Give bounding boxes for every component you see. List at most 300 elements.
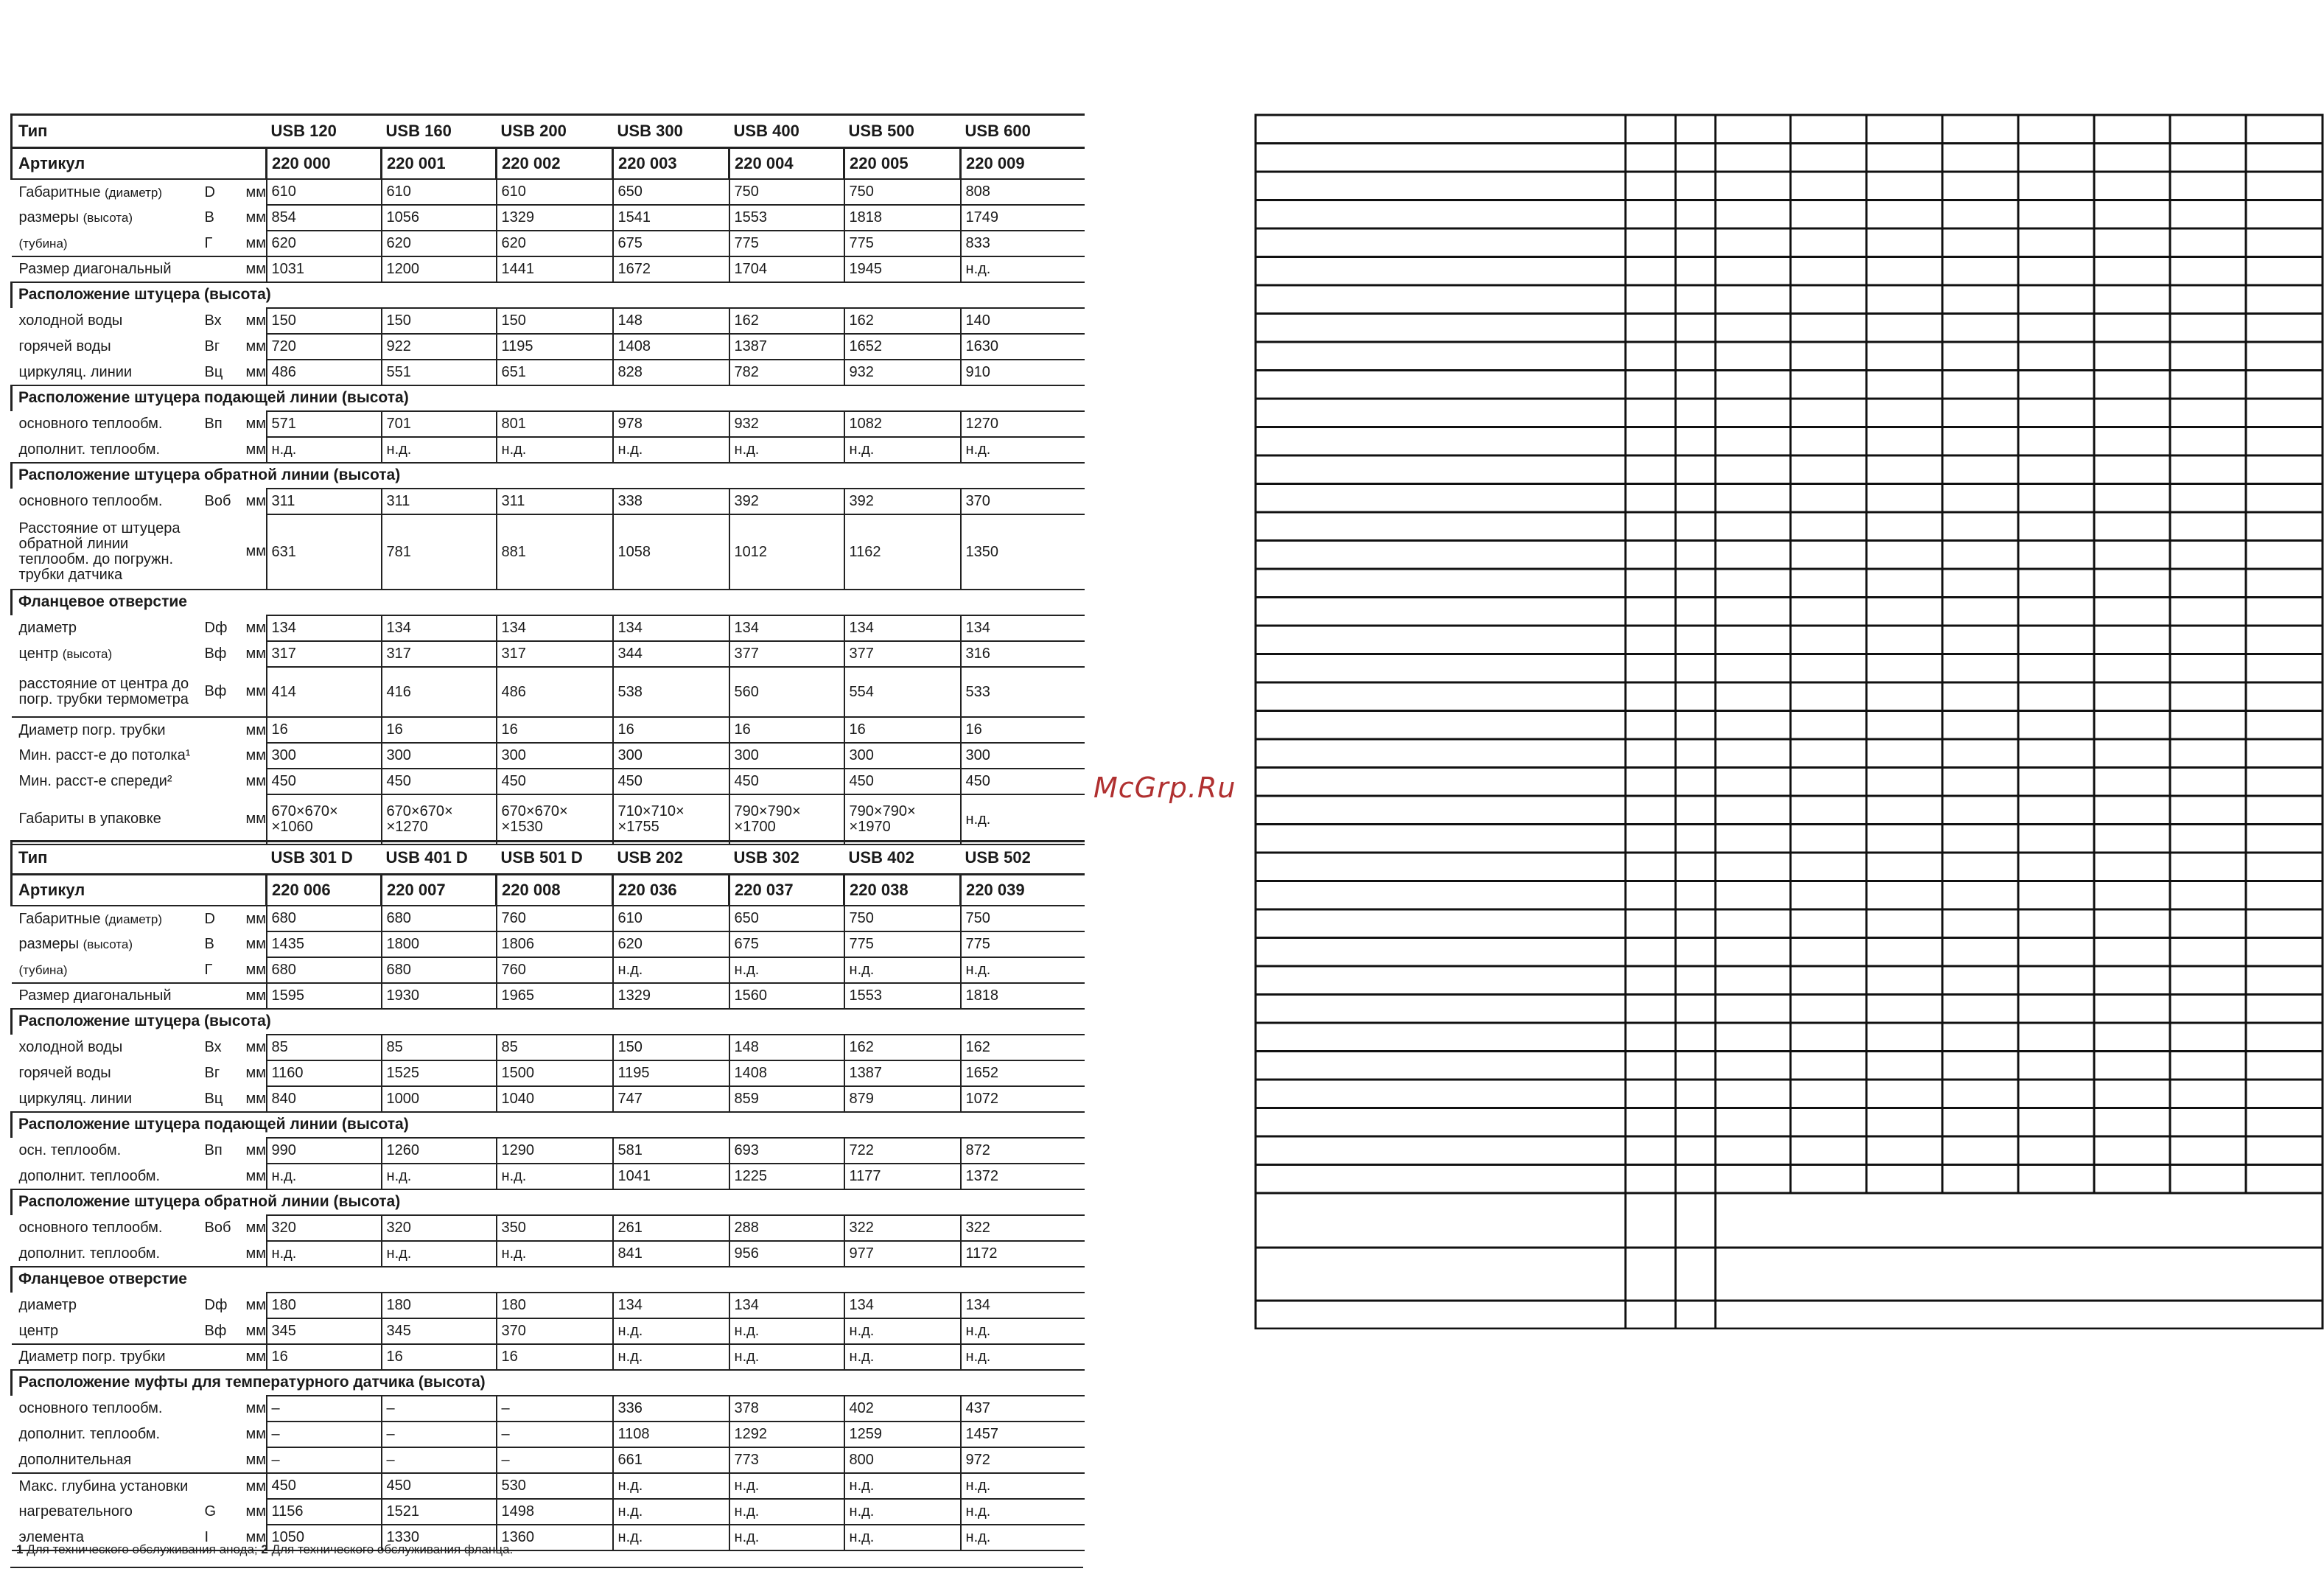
value-cell: 1672 [613,256,729,282]
value-cell: 344 [613,641,729,667]
value-cell: 631 [267,514,382,590]
model-name: USB 501 D [497,842,613,875]
row-unit: мм [245,441,266,458]
row-unit: мм [245,363,266,380]
footnote-2-marker: 2 [261,1542,268,1556]
value-cell: 1360 [497,1525,613,1550]
article-code: 220 037 [729,875,844,906]
value-cell: 437 [961,1396,1085,1422]
row-unit: мм [245,683,266,699]
table-row [12,308,1085,334]
value-cell: 450 [267,769,382,794]
value-cell: н.д. [844,957,961,983]
value-cell: 879 [844,1086,961,1112]
value-cell: 840 [267,1086,382,1112]
row-label-cell [12,1241,200,1267]
value-cell: н.д. [267,1241,382,1267]
value-cell: 16 [267,1344,382,1370]
value-cell: н.д. [961,1344,1085,1370]
value-cell: н.д. [497,1164,613,1189]
row-unit: мм [242,1525,267,1550]
value-cell: 311 [267,489,382,514]
blank-grid-svg [1254,113,2324,1329]
value-cell: 750 [844,906,961,931]
value-cell: 1031 [267,256,382,282]
row-label-cell [12,334,200,360]
model-name: USB 300 [613,115,729,148]
table-row [12,1318,1085,1344]
value-cell: 972 [961,1447,1085,1473]
value-cell: 261 [613,1215,729,1241]
table-row [12,1060,1085,1086]
model-name: USB 202 [613,842,729,875]
section-header-row [12,282,1085,308]
value-cell: 790×790× ×1970 [844,794,961,845]
section-title: Расположение штуцера (высота) [12,1009,1085,1035]
value-cell: 322 [961,1215,1085,1241]
value-cell: н.д. [267,437,382,463]
row-symbol [200,1241,242,1267]
article-code: 220 000 [267,148,382,180]
row-label-cell [12,743,200,769]
row-unit: мм [242,256,267,282]
value-cell: 1156 [267,1499,382,1525]
value-cell: 1108 [613,1422,729,1447]
row-label: основного теплообм. [18,493,163,509]
section-title: Расположение штуцера подающей линии (высота) [12,385,1085,411]
value-cell: 134 [844,615,961,641]
table-row [12,1473,1085,1499]
value-cell: 781 [382,514,497,590]
value-cell: 311 [497,489,613,514]
value-cell: 450 [382,1473,497,1499]
value-cell: 1270 [961,411,1085,437]
value-cell: 377 [729,641,844,667]
value-cell: н.д. [729,1473,844,1499]
row-label: дополнит. теплообм. [18,1167,161,1184]
table-row [12,489,1085,514]
row-label: Габаритные [18,910,101,927]
value-cell: 1387 [844,1060,961,1086]
article-code: 220 001 [382,148,497,180]
table-row [12,231,1085,256]
value-cell: 872 [961,1138,1085,1164]
footnote [16,1542,513,1557]
value-cell: 1082 [844,411,961,437]
section-header-row [12,385,1085,411]
row-label-cell [12,1499,200,1525]
value-cell: 841 [613,1241,729,1267]
value-cell: 1050 [267,1525,382,1550]
table-row [12,1035,1085,1060]
row-label-cell [12,931,200,957]
row-label: дополнит. теплообм. [18,441,161,458]
value-cell: 162 [844,1035,961,1060]
value-cell: 680 [382,906,497,931]
section-title: Расположение штуцера (высота) [12,282,1085,308]
value-cell: 300 [844,743,961,769]
table-row [12,769,1085,794]
value-cell: 134 [729,615,844,641]
value-cell: 316 [961,641,1085,667]
row-symbol [200,794,242,845]
value-cell: 680 [267,957,382,983]
row-unit: мм [245,1090,266,1107]
row-symbol: Вх [204,1039,222,1055]
row-label: центр [18,1322,59,1339]
table-row [12,256,1085,282]
row-label: Габаритные [18,183,101,200]
value-cell: 162 [961,1035,1085,1060]
row-sublabel: (тубина) [18,236,68,251]
value-cell: 134 [961,1293,1085,1318]
section-title: Фланцевое отверстие [12,590,1085,615]
value-cell: 338 [613,489,729,514]
row-label: холодной воды [18,312,123,329]
value-cell: 571 [267,411,382,437]
value-cell: 1930 [382,983,497,1009]
footnote-2-text: Для технического обслуживания фланца. [271,1542,514,1556]
row-label: расстояние от центра до погр. трубки термометра [18,675,189,707]
value-cell: н.д. [729,437,844,463]
row-label: холодной воды [18,1039,123,1055]
article-code: 220 039 [961,875,1085,906]
row-symbol: Вф [204,1322,227,1339]
value-cell: н.д. [613,1318,729,1344]
value-cell: 1260 [382,1138,497,1164]
row-label: горячей воды [18,338,111,354]
value-cell: 620 [613,931,729,957]
value-cell: 300 [267,743,382,769]
article-code: 220 002 [497,148,613,180]
value-cell: 773 [729,1447,844,1473]
value-cell: 300 [497,743,613,769]
value-cell: 1441 [497,256,613,282]
table-row [12,1499,1085,1525]
value-cell: 1408 [613,334,729,360]
value-cell: 300 [961,743,1085,769]
section-title: Расположение штуцера подающей линии (высота) [12,1112,1085,1138]
table-2-body [12,842,1085,1551]
row-unit: мм [242,179,267,205]
value-cell: н.д. [267,1164,382,1189]
value-cell: 859 [729,1086,844,1112]
value-cell: н.д. [844,437,961,463]
value-cell: 782 [729,360,844,385]
value-cell: 932 [729,411,844,437]
value-cell: н.д. [961,1525,1085,1550]
value-cell: 1595 [267,983,382,1009]
row-symbol [200,437,242,463]
row-label: Диаметр погр. трубки [18,1349,166,1365]
row-label: размеры [18,936,80,952]
section-header-row [12,463,1085,489]
row-symbol: Вф [204,683,227,699]
row-unit: мм [245,1400,266,1416]
value-cell: 1012 [729,514,844,590]
row-label: дополнительная [18,1451,132,1468]
row-label: горячей воды [18,1065,111,1081]
row-label-cell [12,1060,200,1086]
row-unit: мм [242,983,267,1009]
table-row [12,957,1085,983]
article-code: 220 005 [844,148,961,180]
value-cell: 134 [382,615,497,641]
value-cell: 650 [729,906,844,931]
section-title: Фланцевое отверстие [12,1267,1085,1293]
row-label-cell [12,179,200,205]
value-cell: 701 [382,411,497,437]
value-cell: 551 [382,360,497,385]
value-cell: 530 [497,1473,613,1499]
row-symbol: Воб [204,493,231,509]
spec-table-1 [10,113,1085,845]
value-cell: н.д. [961,256,1085,282]
value-cell: 800 [844,1447,961,1473]
value-cell: н.д. [382,1164,497,1189]
value-cell: 1177 [844,1164,961,1189]
row-unit: мм [242,794,267,845]
row-label-cell [12,717,200,743]
value-cell: 317 [382,641,497,667]
value-cell: н.д. [961,794,1085,845]
value-cell: н.д. [729,957,844,983]
value-cell: 16 [729,717,844,743]
row-label-cell [12,231,200,256]
value-cell: н.д. [729,1344,844,1370]
article-code: 220 036 [613,875,729,906]
value-cell: 670×670× ×1530 [497,794,613,845]
value-cell: 775 [961,931,1085,957]
row-symbol: Вф [204,646,227,662]
row-sublabel: (диаметр) [105,185,163,200]
model-name: USB 301 D [267,842,382,875]
section-header-row [12,1189,1085,1215]
value-cell: 1435 [267,931,382,957]
value-cell: 1259 [844,1422,961,1447]
row-label: Мин. расст-е спереди² [18,773,172,789]
value-cell: 833 [961,231,1085,256]
row-label-cell [12,437,200,463]
row-symbol [200,717,242,743]
table-row [12,514,1085,590]
row-unit: мм [245,338,266,354]
value-cell: 1560 [729,983,844,1009]
value-cell: 134 [613,615,729,641]
value-cell: 450 [961,769,1085,794]
value-cell: 1172 [961,1241,1085,1267]
value-cell: – [267,1422,382,1447]
value-cell: 1965 [497,983,613,1009]
value-cell: 392 [844,489,961,514]
value-cell: 150 [267,308,382,334]
type-label: Тип [12,842,267,875]
value-cell: 1195 [497,334,613,360]
table-row [12,1164,1085,1189]
row-symbol [200,1164,242,1189]
row-unit: мм [245,1220,266,1236]
row-sublabel: (высота) [62,647,113,661]
value-cell: 670×670× ×1060 [267,794,382,845]
value-cell: 1000 [382,1086,497,1112]
table-row [12,1241,1085,1267]
value-cell: 16 [382,1344,497,1370]
row-label: дополнит. теплообм. [18,1245,161,1262]
row-symbol: Вц [204,1090,223,1107]
value-cell: 450 [844,769,961,794]
value-cell: 680 [382,957,497,983]
value-cell: 675 [613,231,729,256]
row-sublabel: (тубина) [18,962,68,977]
value-cell: 1350 [961,514,1085,590]
value-cell: 450 [497,769,613,794]
value-cell: 710×710× ×1755 [613,794,729,845]
value-cell: 581 [613,1138,729,1164]
value-cell: 134 [844,1293,961,1318]
row-symbol [200,769,242,794]
row-symbol: В [204,936,214,952]
row-label-cell [12,667,200,717]
value-cell: 854 [267,205,382,231]
value-cell: 610 [382,179,497,205]
row-symbol: I [200,1525,242,1550]
row-unit: мм [245,1245,266,1262]
value-cell: 1521 [382,1499,497,1525]
article-code: 220 008 [497,875,613,906]
value-cell: 288 [729,1215,844,1241]
article-code: 220 009 [961,148,1085,180]
value-cell: 1290 [497,1138,613,1164]
value-cell: н.д. [613,957,729,983]
row-symbol: Вг [204,1065,220,1081]
row-label: Макс. глубина установки [18,1478,189,1494]
value-cell: 402 [844,1396,961,1422]
table-row [12,179,1085,205]
row-unit: мм [245,1039,266,1055]
value-cell: 1195 [613,1060,729,1086]
section-title: Расположение муфты для температурного датчика (высота) [12,1370,1085,1396]
row-label-cell [12,514,200,590]
section-header-row [12,1267,1085,1293]
value-cell: 1041 [613,1164,729,1189]
value-cell: – [382,1447,497,1473]
row-unit: мм [245,1065,266,1081]
row-label: Размер диагональный [18,261,172,277]
table-row [12,437,1085,463]
section-header-row [12,590,1085,615]
row-unit: мм [245,773,266,789]
value-cell: 1630 [961,334,1085,360]
value-cell: 932 [844,360,961,385]
value-cell: 450 [382,769,497,794]
row-unit: мм [245,1503,266,1520]
value-cell: 140 [961,308,1085,334]
value-cell: 978 [613,411,729,437]
value-cell: н.д. [613,1473,729,1499]
table-row [12,360,1085,385]
row-unit: мм [245,1426,266,1442]
row-symbol: Воб [204,1220,231,1236]
row-label: основного теплообм. [18,1400,163,1416]
model-name: USB 200 [497,115,613,148]
value-cell: 134 [267,615,382,641]
value-cell: – [382,1422,497,1447]
value-cell: 1704 [729,256,844,282]
value-cell: 977 [844,1241,961,1267]
row-label-cell [12,769,200,794]
row-unit: мм [245,747,266,763]
value-cell: 720 [267,334,382,360]
value-cell: 670×670× ×1270 [382,794,497,845]
value-cell: 16 [613,717,729,743]
value-cell: 1500 [497,1060,613,1086]
value-cell: 790×790× ×1700 [729,794,844,845]
value-cell: 320 [267,1215,382,1241]
model-name: USB 600 [961,115,1085,148]
row-symbol: Г [204,961,213,978]
section-header-row [12,1009,1085,1035]
row-unit: мм [245,961,266,978]
section-title: Расположение штуцера обратной линии (высота) [12,1189,1085,1215]
bottom-rule [10,1567,1083,1568]
value-cell: 661 [613,1447,729,1473]
value-cell: 16 [267,717,382,743]
value-cell: 150 [497,308,613,334]
model-name: USB 120 [267,115,382,148]
row-label: размеры [18,209,80,225]
value-cell: – [267,1396,382,1422]
row-symbol: Dф [204,1297,228,1313]
article-code: 220 003 [613,148,729,180]
row-symbol: Dф [204,620,228,636]
value-cell: 675 [729,931,844,957]
row-unit: мм [245,209,266,225]
row-symbol: Вх [204,312,222,329]
row-label: Габариты в упаковке [18,811,161,827]
table-row [12,615,1085,641]
value-cell: 1541 [613,205,729,231]
footnote-1-marker: 1 [16,1542,24,1556]
value-cell: 180 [267,1293,382,1318]
value-cell: н.д. [613,1344,729,1370]
row-label-cell [12,641,200,667]
value-cell: 450 [613,769,729,794]
model-name: USB 500 [844,115,961,148]
value-cell: н.д. [961,437,1085,463]
value-cell: – [267,1447,382,1473]
value-cell: н.д. [844,1318,961,1344]
row-symbol [200,983,242,1009]
value-cell: 150 [382,308,497,334]
value-cell: н.д. [844,1499,961,1525]
row-label-cell [12,906,200,931]
row-label-cell [12,205,200,231]
value-cell: 620 [267,231,382,256]
value-cell: 336 [613,1396,729,1422]
value-cell: 450 [267,1473,382,1499]
row-unit: мм [242,717,267,743]
section-header-row [12,1112,1085,1138]
row-symbol: G [204,1503,217,1520]
row-symbol: В [204,209,214,225]
model-name: USB 302 [729,842,844,875]
row-label-cell [12,1164,200,1189]
row-symbol: Вп [204,1142,223,1158]
value-cell: н.д. [729,1525,844,1550]
value-cell: н.д. [613,1499,729,1525]
value-cell: 1200 [382,256,497,282]
value-cell: 1553 [729,205,844,231]
